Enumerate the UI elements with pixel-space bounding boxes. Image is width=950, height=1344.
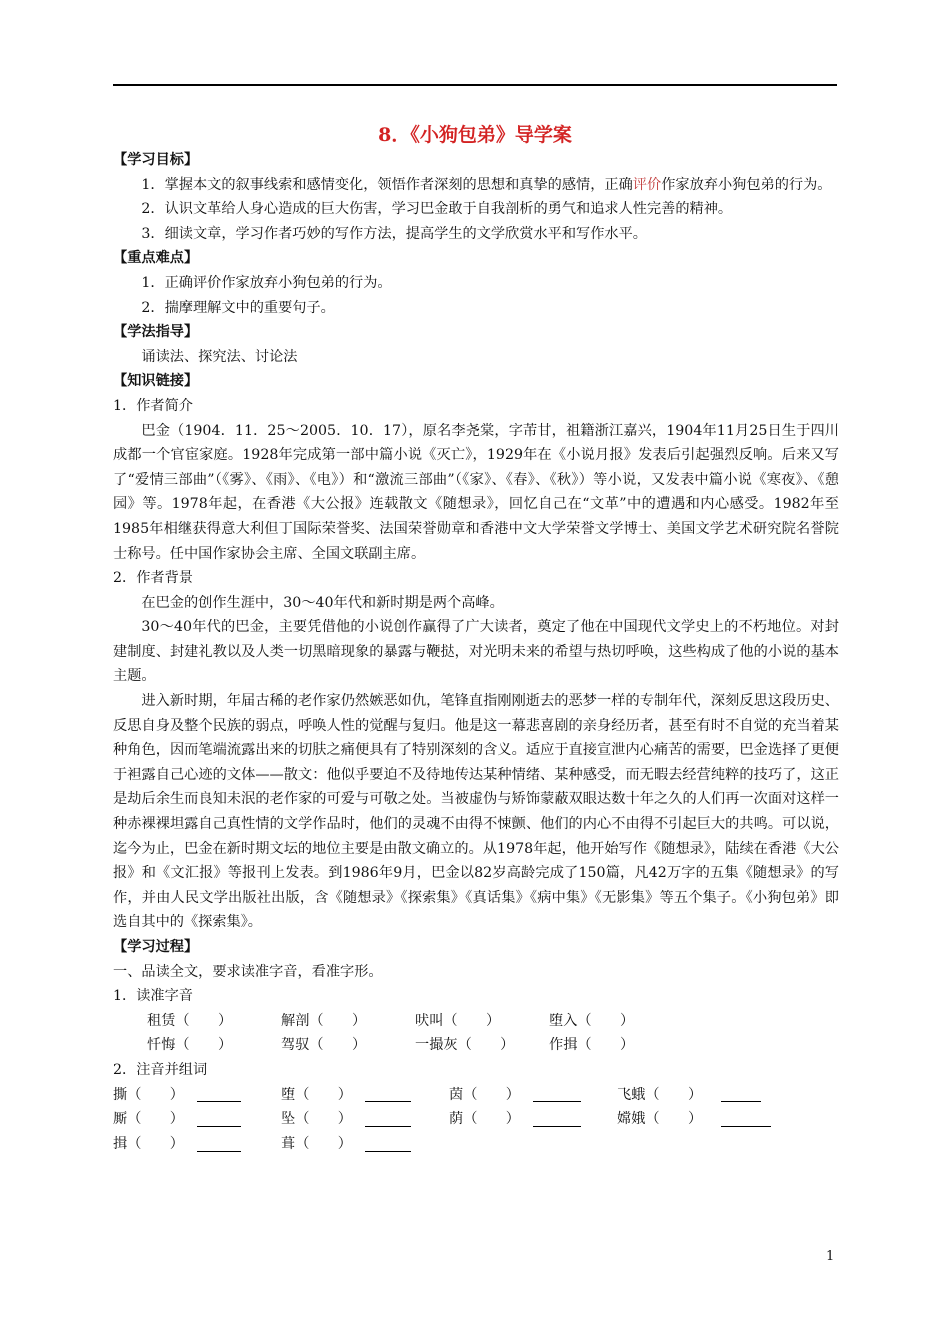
section-heading-link: 【知识链接】 bbox=[113, 373, 199, 390]
read-item: 堕入（ ） bbox=[549, 1012, 635, 1029]
answer-blank[interactable] bbox=[197, 1112, 241, 1127]
zhuyin-row bbox=[113, 1107, 839, 1132]
read-item: 解剖（ ） bbox=[281, 1012, 367, 1029]
section-heading-goals: 【学习目标】 bbox=[113, 152, 199, 168]
zhuyin-item: 揖（ ） bbox=[113, 1135, 184, 1152]
answer-blank[interactable] bbox=[365, 1112, 411, 1127]
zhuyin-item: 嫦娥（ ） bbox=[617, 1111, 703, 1128]
zhuyin-item: 葺（ ） bbox=[281, 1135, 352, 1152]
answer-blank[interactable] bbox=[533, 1087, 581, 1102]
background-paragraph: 进入新时期，年届古稀的老作家仍然嫉恶如仇，笔锋直指刚刚逝去的恶梦一样的专制年代，深刻反思这段历史、反思自身及整个民族的弱点，呼唤人性的觉醒与复归。他是这一幕悲喜剧的亲身经历者，甚至有时不自觉的充当着某种角色，因而笔端流露出来的切肤之痛便具有了特别深刻的含义。适应于直接宣泄内心痛苦的需要，巴金选择了更便于袒露自己心迹的文体——散文：他似乎要迫不及待地传达某种情绪、某种感受，而无暇去经营纯粹的技巧了，这正是劫后余生而良知未泯的老作家的可爱与可敬之处。当被虚伪与矫饰蒙蔽双眼达数十年之久的人们再一次面对这样一种赤裸裸坦露自己真性情的文学作品时，他们的灵魂不由得不悚颤、他们的内心不由得不引起巨大的共鸣。可以说，迄今为止，巴金在新时期文坛的地位主要是由散文确立的。从1978年起，他开始写作《随想录》，陆续在香港《大公报》和《文汇报》等报刊上发表。到1986年9月，巴金以82岁高龄完成了150篇，凡42万字的五集《随想录》的写作，并由人民文学出版社出版，含《随想录》《探索集》《真话集》《病中集》《无影集》等五个集子。《小狗包弟》即选自其中的《探索集》。 bbox=[113, 693, 839, 931]
key-item: 1．正确评价作家放弃小狗包弟的行为。 bbox=[141, 274, 392, 291]
goal-item: 2．认识文革给人身心造成的巨大伤害，学习巴金敢于自我剖析的勇气和追求人性完善的精神。 bbox=[141, 201, 733, 218]
read-item: 驾驭（ ） bbox=[281, 1037, 367, 1054]
answer-blank[interactable] bbox=[365, 1137, 411, 1152]
content-body bbox=[113, 148, 839, 1156]
read-row bbox=[113, 1033, 839, 1058]
goal-item: 3．细读文章，学习作者巧妙的写作方法，提高学生的文学欣赏水平和写作水平。 bbox=[141, 225, 647, 242]
answer-blank[interactable] bbox=[533, 1112, 581, 1127]
zhuyin-item: 坠（ ） bbox=[281, 1111, 352, 1128]
goal-item: 1．掌握本文的叙事线索和感情变化，领悟作者深刻的思想和真挚的感情，正确评价作家放弃小狗包弟的行为。 bbox=[141, 176, 832, 193]
section-heading-process: 【学习过程】 bbox=[113, 939, 199, 955]
header-rule bbox=[113, 84, 837, 86]
read-item: 作揖（ ） bbox=[549, 1037, 635, 1054]
zhuyin-item: 飞蛾（ ） bbox=[617, 1086, 703, 1103]
background-heading: 2．作者背景 bbox=[113, 570, 193, 587]
method-text: 诵读法、探究法、讨论法 bbox=[141, 348, 298, 365]
read-heading: 1．读准字音 bbox=[113, 988, 193, 1005]
author-intro-paragraph: 巴金（1904．11．25～2005．10．17），原名李尧棠，字芾甘，祖籍浙江嘉兴，1904年11月25日生于四川成都一个官宦家庭。1928年完成第一部中篇小说《灭亡》，1929年在《小说月报》发表后引起强烈反响。后来又写了“爱情三部曲”（《雾》、《雨》、《电》）和“激流三部曲”（《家》、《春》、《秋》）等小说，又发表中篇小说《寒夜》、《憩园》等。1978年起，在香港《大公报》连载散文《随想录》，回忆自己在“文革”中的遭遇和内心感受。1982年至1985年相继获得意大利但丁国际荣誉奖、法国荣誉勋章和香港中文大学荣誉文学博士、美国文学艺术研究院名誉院士称号。任中国作家协会主席、全国文联副主席。 bbox=[113, 422, 839, 562]
background-paragraph: 在巴金的创作生涯中，30～40年代和新时期是两个高峰。 bbox=[141, 594, 504, 611]
section-heading-method: 【学法指导】 bbox=[113, 324, 199, 341]
page-number: 1 bbox=[826, 1249, 835, 1264]
author-intro-heading: 1．作者简介 bbox=[113, 397, 193, 414]
read-item: 租赁（ ） bbox=[147, 1012, 233, 1029]
read-item: 吠叫（ ） bbox=[415, 1012, 501, 1029]
read-item: 一撮灰（ ） bbox=[415, 1037, 515, 1054]
background-paragraph: 30～40年代的巴金，主要凭借他的小说创作赢得了广大读者，奠定了他在中国现代文学史上的不朽地位。对封建制度、封建礼教以及人类一切黑暗现象的暴露与鞭挞，对光明未来的希望与热切呼唤，这些构成了他的小说的基本主题。 bbox=[113, 619, 839, 685]
page-title: 8．《小狗包弟》导学案 bbox=[378, 124, 572, 146]
answer-blank[interactable] bbox=[721, 1112, 771, 1127]
zhuyin-item: 厮（ ） bbox=[113, 1111, 184, 1128]
zhuyin-item: 荫（ ） bbox=[449, 1111, 520, 1128]
answer-blank[interactable] bbox=[197, 1137, 241, 1152]
section-heading-key: 【重点难点】 bbox=[113, 250, 199, 267]
zhuyin-item: 茵（ ） bbox=[449, 1086, 520, 1103]
key-item: 2．揣摩理解文中的重要句子。 bbox=[141, 299, 335, 316]
read-row bbox=[113, 1009, 839, 1034]
answer-blank[interactable] bbox=[721, 1087, 761, 1102]
zhuyin-row bbox=[113, 1083, 839, 1108]
read-item: 忏悔（ ） bbox=[147, 1037, 233, 1054]
answer-blank[interactable] bbox=[197, 1087, 241, 1102]
zhuyin-row bbox=[113, 1132, 839, 1157]
zhuyin-heading: 2．注音并组词 bbox=[113, 1061, 208, 1078]
answer-blank[interactable] bbox=[365, 1087, 411, 1102]
zhuyin-item: 撕（ ） bbox=[113, 1086, 184, 1103]
process-intro: 一、品读全文，要求读准字音，看准字形。 bbox=[113, 963, 383, 980]
zhuyin-item: 堕（ ） bbox=[281, 1086, 352, 1103]
